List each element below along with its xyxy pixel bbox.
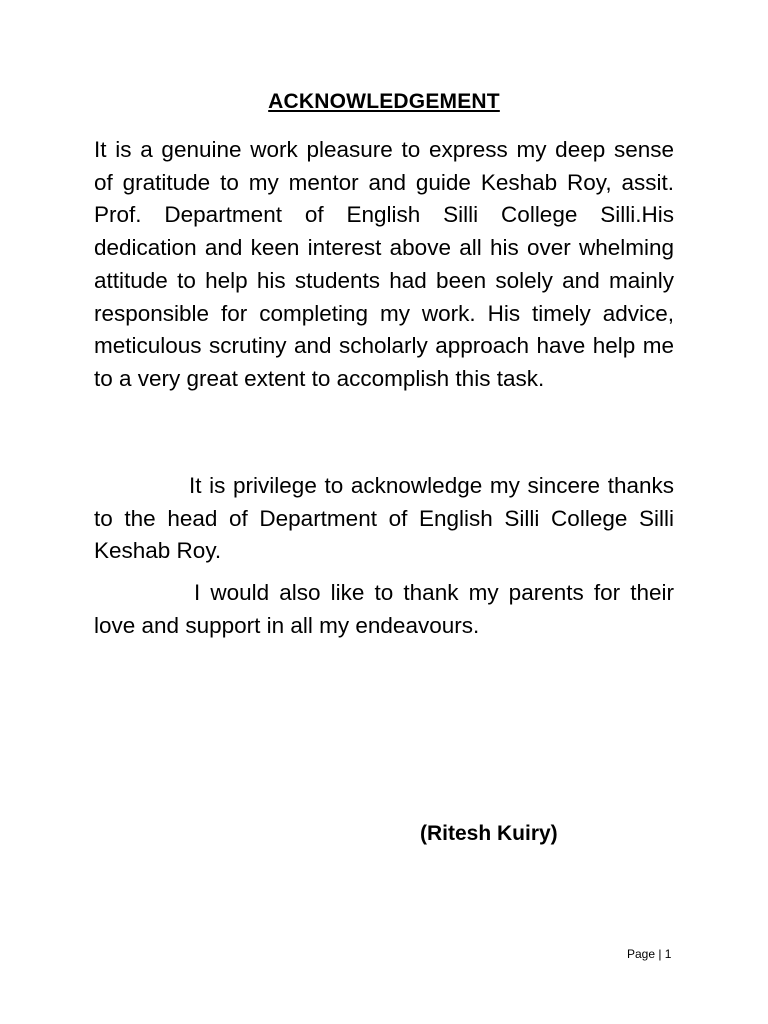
paragraph-hod-thanks: It is privilege to acknowledge my sincere thanks to the head of Department of English Silli College Silli Keshab Roy. [94, 473, 674, 564]
paragraph-parents-thanks: I would also like to thank my parents for their love and support in all my endeavours. [94, 580, 674, 638]
paragraph-mentor-thanks: It is a genuine work pleasure to express my deep sense of gratitude to my mentor and guide Keshab Roy, assit. Prof. Department of English Silli College Silli.His dedication and keen interest above all his over whelming attitude to help his students had been solely and mainly responsible for completing my work. His timely advice, meticulous scrutiny and scholarly approach have help me to a very great extent to accomplish this task. [94, 137, 674, 391]
page-title: ACKNOWLEDGEMENT [268, 90, 500, 113]
page-number: Page | 1 [627, 947, 672, 961]
author-signature: (Ritesh Kuiry) [420, 822, 558, 845]
